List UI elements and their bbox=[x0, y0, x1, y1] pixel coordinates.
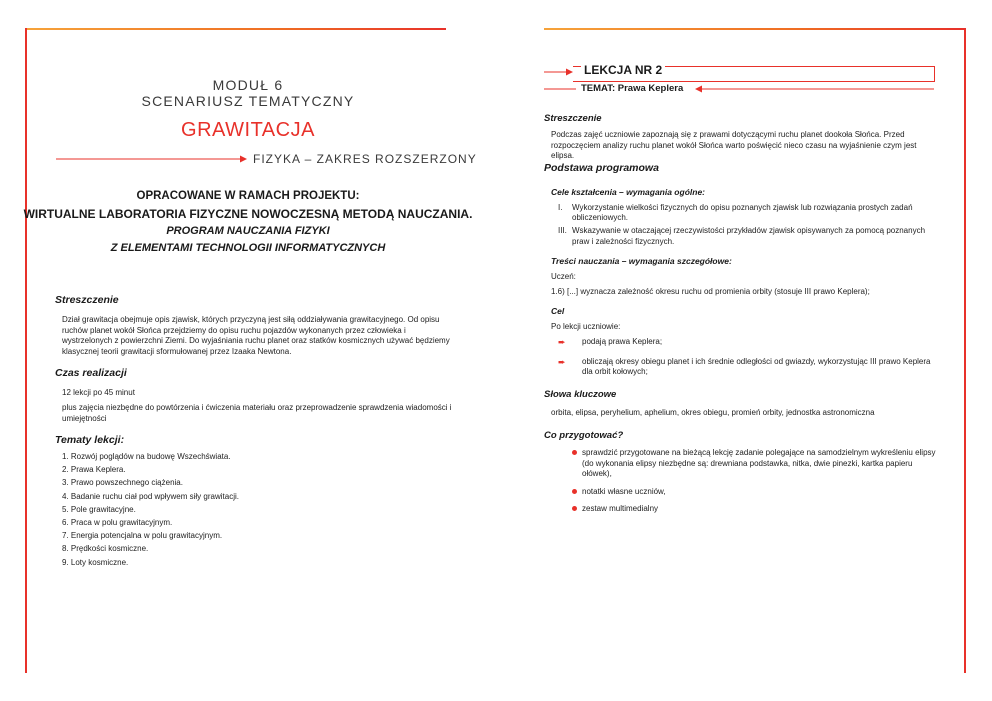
list-item: zestaw multimedialny bbox=[572, 504, 940, 515]
top-border-line bbox=[26, 28, 446, 30]
project-heading: OPRACOWANE W RAMACH PROJEKTU: bbox=[136, 190, 360, 202]
topic-line-left bbox=[544, 84, 580, 94]
lesson-topic: TEMAT: Prawa Keplera bbox=[581, 83, 684, 94]
subject-arrow-icon bbox=[56, 154, 248, 164]
scenario-label: SCENARIUSZ TEMATYCZNY bbox=[141, 93, 355, 109]
arrow-bullet-icon: ➨ bbox=[558, 337, 566, 347]
summary-heading: Streszczenie bbox=[544, 113, 602, 124]
right-border-line bbox=[964, 28, 966, 673]
list-item: ➨ obliczają okresy obiegu planet i ich średnie odległości od gwiazdy, wykorzystując III prawo Keplera dla orbit kołowych; bbox=[558, 356, 931, 376]
prepare-list bbox=[572, 448, 940, 522]
list-item: 9. Loty kosmiczne. bbox=[62, 557, 129, 567]
keywords-text: orbita, elipsa, peryhelium, aphelium, okres obiegu, promień orbity, jednostka astronomiczna bbox=[551, 408, 875, 417]
general-requirements-heading: Cele kształcenia – wymagania ogólne: bbox=[551, 187, 706, 197]
list-item: 5. Pole grawitacyjne. bbox=[62, 504, 136, 514]
prepare-heading: Co przygotować? bbox=[544, 430, 624, 441]
list-item: 8. Prędkości kosmiczne. bbox=[62, 544, 149, 554]
list-item: ➨ podają prawa Keplera; bbox=[558, 337, 663, 347]
summary-heading: Streszczenie bbox=[55, 294, 119, 306]
lesson-topics-list bbox=[62, 450, 442, 569]
arrow-bullet-icon: ➨ bbox=[558, 356, 566, 367]
list-item: 4. Badanie ruchu ciał pod wpływem siły grawitacji. bbox=[62, 491, 239, 501]
list-item: 1. Rozwój poglądów na budowę Wszechświata. bbox=[62, 452, 231, 461]
list-item: I. Wykorzystanie wielkości fizycznych do opisu poznanych zjawisk lub rozwiązania prostych zadań obliczeniowych. bbox=[558, 203, 913, 223]
detail-requirement-text: 1.6) [...] wyznacza zależność okresu ruchu od promienia orbity (stosuje III prawo Keplera); bbox=[551, 287, 870, 296]
top-border-line bbox=[544, 28, 964, 30]
list-item: sprawdzić przygotowane na bieżącą lekcję zadanie polegające na samodzielnym wykreśleniu elipsy (do wykonania elipsy niezbędne są: drewniana podstawka, nitka, dwie pinezki, kartka papieru ołówek), bbox=[572, 448, 940, 480]
subject-label: FIZYKA – ZAKRES ROZSZERZONY bbox=[253, 152, 477, 166]
list-item: III. Wskazywanie w otaczającej rzeczywistości przykładów zjawisk opisywanych za pomocą poznanych praw i zależności fizycznych. bbox=[558, 226, 926, 246]
time-heading: Czas realizacji bbox=[55, 367, 127, 379]
time-line-1: 12 lekcji po 45 minut bbox=[62, 388, 135, 397]
detail-requirements-heading: Treści nauczania – wymagania szczegółowe: bbox=[551, 256, 732, 266]
summary-text: Podczas zajęć uczniowie zapoznają się z prawami dotyczącymi ruchu planet dookoła Słońca. Przed rozpoczęciem analizy ruchu planet wokół Słońca warto poświęcić nieco czasu na wyjaśnienie czym jest elipsa. bbox=[551, 130, 917, 160]
right-page bbox=[496, 0, 992, 701]
topic-arrow-icon bbox=[695, 84, 935, 94]
lesson-arrow-icon bbox=[544, 67, 574, 77]
list-item: 3. Prawo powszechnego ciążenia. bbox=[62, 478, 183, 488]
program-line-1: PROGRAM NAUCZANIA FIZYKI bbox=[166, 225, 330, 237]
list-item: notatki własne uczniów, bbox=[572, 487, 940, 498]
bullet-dot-icon bbox=[572, 450, 577, 455]
project-title: WIRTUALNE LABORATORIA FIZYCZNE NOWOCZESNĄ METODĄ NAUCZANIA. bbox=[23, 207, 473, 221]
program-line-2: Z ELEMENTAMI TECHNOLOGII INFORMATYCZNYCH bbox=[110, 242, 386, 254]
goal-list bbox=[558, 337, 940, 387]
list-item: 2. Prawa Keplera. bbox=[62, 465, 126, 475]
topics-heading: Tematy lekcji: bbox=[55, 434, 125, 446]
goal-intro: Po lekcji uczniowie: bbox=[551, 322, 621, 331]
bullet-dot-icon bbox=[572, 489, 577, 494]
student-label: Uczeń: bbox=[551, 272, 576, 281]
bullet-dot-icon bbox=[572, 506, 577, 511]
keywords-heading: Słowa kluczowe bbox=[544, 389, 617, 400]
module-label: MODUŁ 6 bbox=[212, 77, 284, 93]
general-requirements-list bbox=[558, 203, 940, 250]
summary-text: Dział grawitacja obejmuje opis zjawisk, których przyczyną jest siłą oddziaływania grawitacyjnego. Od opisu ruchów planet wokół Słońca przejdziemy do opisu ruchu pojazdów wykonanych przez człowieka i wystrzelonych z powierzchni Ziemi. Do wyjaśniania ruchu planet oraz statków kosmicznych używać będziemy klasycznej teorii grawitacji sformułowanej przez Izaaka Newtona. bbox=[62, 315, 450, 356]
topic-title: GRAWITACJA bbox=[181, 119, 315, 141]
lesson-number: LEKCJA NR 2 bbox=[581, 63, 665, 77]
list-item: 6. Praca w polu grawitacyjnym. bbox=[62, 518, 173, 528]
time-line-2: plus zajęcia niezbędne do powtórzenia i ćwiczenia materiału oraz przeprowadzenie sprawdzenia wiadomości i umiejętności bbox=[62, 403, 452, 423]
list-item: 7. Energia potencjalna w polu grawitacyjnym. bbox=[62, 531, 223, 541]
goal-heading: Cel bbox=[551, 306, 565, 316]
basis-heading: Podstawa programowa bbox=[544, 162, 659, 174]
